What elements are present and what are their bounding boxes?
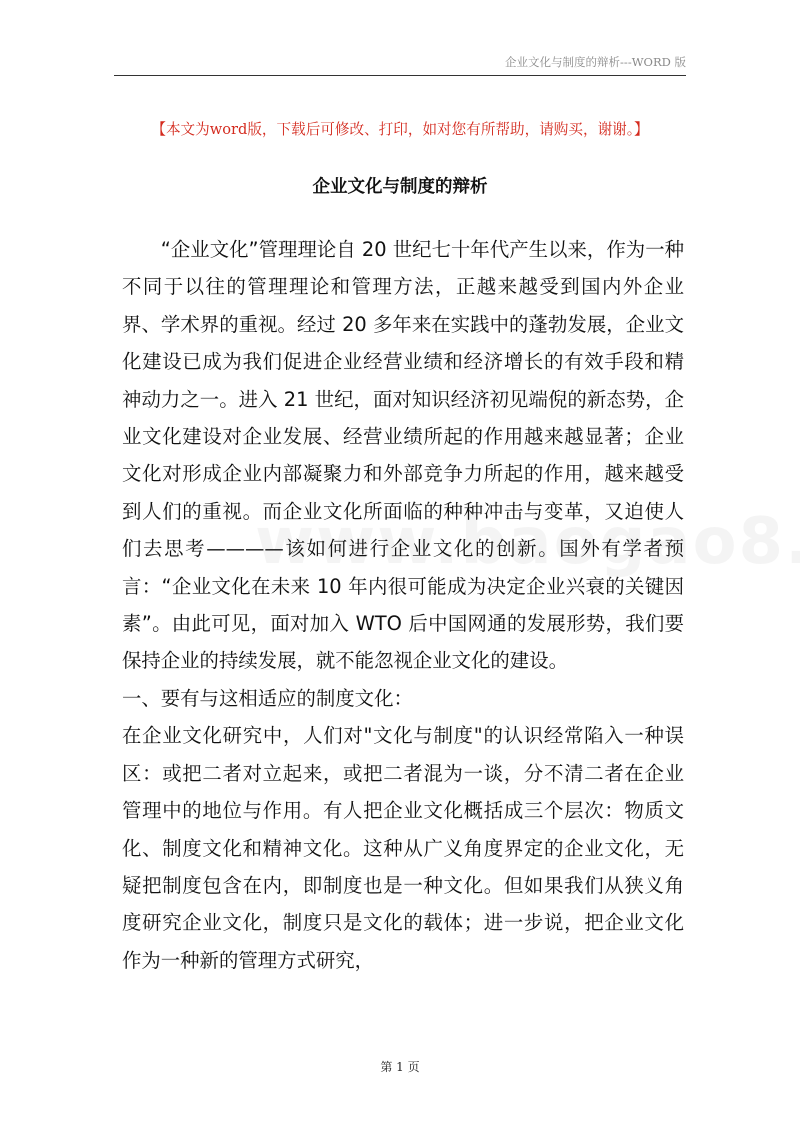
body-paragraph-2: 在企业文化研究中，人们对"文化与制度"的认识经常陷入一种误区：或把二者对立起来，或把二者混为一谈，分不清二者在企业管理中的地位与作用。有人把企业文化概括成三个层次：物质文化、制度文化和精神文化。这种从广义角度界定的企业文化，无疑把制度包含在内，即制度也是一种文化。但如果我们从狭义角度研究企业文化，制度只是文化的载体；进一步说，把企业文化作为一种新的管理方式研究， (122, 724, 684, 972)
running-header: 企业文化与制度的辩析---WORD 版 (505, 55, 686, 69)
section-heading-1: 一、要有与这相适应的制度文化： (122, 686, 413, 710)
download-notice: 【本文为word版，下载后可修改、打印，如对您有所帮助，请购买，谢谢。】 (151, 121, 649, 138)
header-divider (114, 75, 686, 76)
page-number: 第 1 页 (380, 1060, 420, 1074)
body-paragraph-intro: “企业文化”管理理论自 20 世纪七十年代产生以来，作为一种不同于以往的管理理论和管理方法，正越来越受到国内外企业界、学术界的重视。经过 20 多年来在实践中的蓬勃发展，企业文化建设已成为我们促进企业经营业绩和经济增长的有效手段和精神动力之一。进入 21 世纪，面对知识经济初见端倪的新态势，企业文化建设对企业发展、经营业绩所起的作用越来越显著；企业文化对形成企业内部凝聚力和外部竞争力所起的作用，越来越受到人们的重视。而企业文化所面临的种种冲击与变革，又迫使人们去思考————该如何进行企业文化的创新。国外有学者预言：“企业文化在未来 10 年内很可能成为决定企业兴衰的关键因素”。由此可见，面对加入 WTO 后中国网通的发展形势，我们要保持企业的持续发展，就不能忽视企业文化的建设。 (122, 238, 684, 673)
document-title: 企业文化与制度的辩析 (312, 177, 488, 197)
document-body (122, 231, 684, 979)
